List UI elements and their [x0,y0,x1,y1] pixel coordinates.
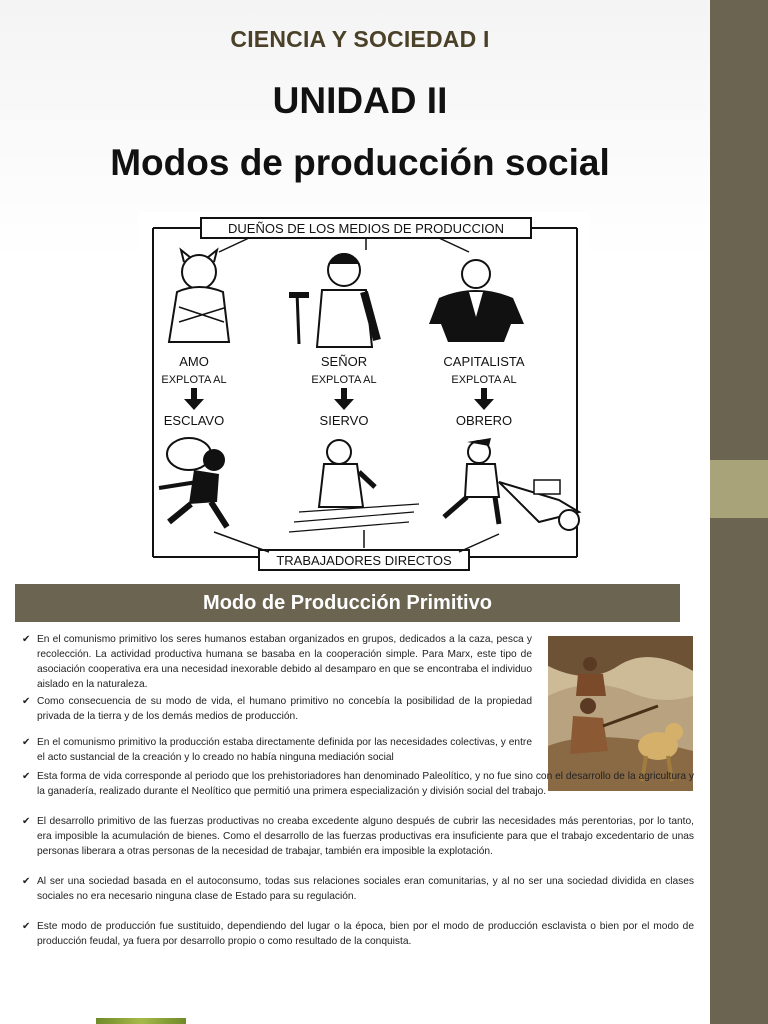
check-icon: ✔ [22,921,31,932]
bullet-text: En el comunismo primitivo los seres humanos estaban organizados en grupos, dedicados a la caza, pesca y recolección. La actividad productiva humana se basaba en la cooperación simple. Para Marx, este tipo de asociación cooperativa era una necesidad inexorable debido al desamparo en que se encontraba el individuo aislado en la naturaleza. [37,634,532,690]
bullet-text: En el comunismo primitivo la producción estaba directamente definida por las necesidades colectivas, y entre el acto sustancial de la creación y lo creado no había ninguna mediación social [37,737,532,763]
owner-label-senor: SEÑOR [320,354,368,369]
bullet-text: Esta forma de vida corresponde al periodo que los prehistoriadores han denominado Paleolítico, y no fue sino con el desarrollo de la agricultura y la ganadería, realizado durante el Neolítico que permitió una primera especialización y división social del trabajo. [37,771,694,797]
bullet-text: Este modo de producción fue sustituido, dependiendo del lugar o la época, bien por el modo de producción esclavista o bien por el modo de producción feudal, ya fuera por desarrollo propio o como resultado de la conquista. [37,921,694,947]
list-item [22,919,694,949]
list-item [22,694,532,724]
worker-label-esclavo: ESCLAVO [163,413,225,428]
bullet-list [22,632,694,949]
list-item [22,735,532,765]
owner-label-amo: AMO [179,354,209,369]
list-item [22,632,532,692]
diagram-bottom-label: TRABAJADORES DIRECTOS [276,553,452,568]
exploits-label-1: EXPLOTA AL [161,374,227,386]
list-item [22,769,694,799]
worker-label-obrero: OBRERO [455,413,513,428]
page-title: Modos de producción social [110,142,610,183]
owner-label-capitalista: CAPITALISTA [443,354,525,369]
bullet-text: El desarrollo primitivo de las fuerzas productivas no creaba excedente alguno después de cubrir las necesidades más perentorias, por lo tanto, era imposible la acumulación de bienes. Como el desarrollo de las fuerzas productivas era insuficiente para que el trabajo excedentario de unas personas liberara a otras personas de la necesidad de trabajar, también era imposible la explotación. [37,816,694,857]
check-icon: ✔ [22,876,31,887]
diagram-top-label: DUEÑOS DE LOS MEDIOS DE PRODUCCION [228,221,504,236]
bullet-text: Al ser una sociedad basada en el autoconsumo, todas sus relaciones sociales eran comunitarias, y al no ser una sociedad dividida en clases sociales no era necesario ninguna clase de Estado para su regulación. [37,876,694,902]
course-title: CIENCIA Y SOCIEDAD I [230,26,490,52]
bullet-text: Como consecuencia de su modo de vida, el humano primitivo no concebía la posibilidad de la propiedad privada de la tierra y de los demás medios de producción. [37,696,532,722]
exploits-label-2: EXPLOTA AL [311,374,377,386]
bottom-image-fragment [96,1018,186,1024]
check-icon: ✔ [22,816,31,827]
check-icon: ✔ [22,696,31,707]
unit-title: UNIDAD II [272,80,448,121]
production-modes-diagram [139,212,590,577]
worker-label-siervo: SIERVO [319,413,369,428]
list-item [22,814,694,859]
check-icon: ✔ [22,771,31,782]
exploits-label-3: EXPLOTA AL [451,374,517,386]
list-item [22,874,694,904]
check-icon: ✔ [22,634,31,645]
section-title-bar: Modo de Producción Primitivo [15,584,680,622]
check-icon: ✔ [22,737,31,748]
right-bar-accent [710,460,768,518]
